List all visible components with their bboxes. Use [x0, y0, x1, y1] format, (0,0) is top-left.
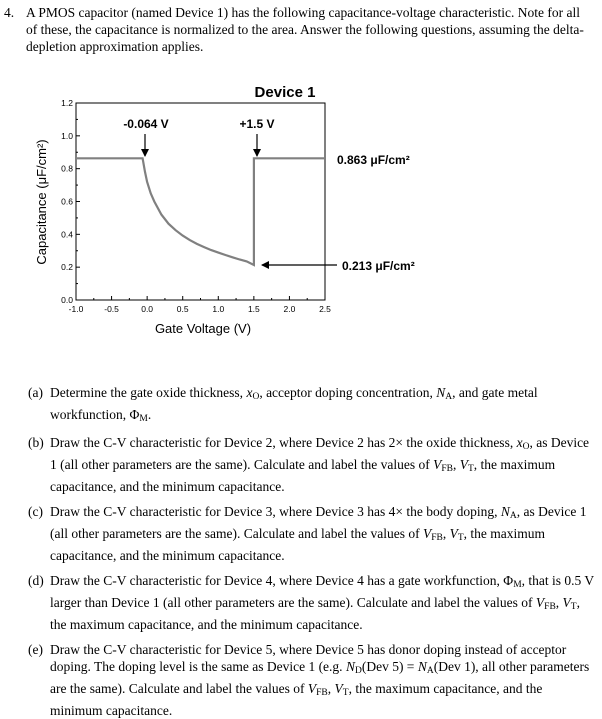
- y-tick-label: 1.0: [61, 130, 73, 141]
- annotation-threshold-voltage: +1.5 V: [239, 117, 275, 131]
- part-d: (d) Draw the C-V characteristic for Device 4, where Device 4 has a gate workfunction, $\Phi_M$, that is 0.5 V larger than Device 1 (all other parameters are the same). Calculate and label the values of $V_{FB}$, $V_T$, the maximum capacitance, and the minimum capacitance.: [28, 573, 594, 632]
- x-tick-label: 0.5: [176, 304, 189, 314]
- plot-frame: [76, 103, 325, 300]
- part-label: (b): [28, 435, 44, 450]
- problem-intro-text: A PMOS capacitor (named Device 1) has the following capacitance-voltage characteristic. Note for all of these, the capacitance is normalized to the area. Answer the following questions, assuming the delta-depletion approximation applies.: [26, 5, 584, 54]
- y-tick-label: 0.4: [61, 229, 73, 240]
- part-label: (d): [28, 573, 44, 588]
- x-tick-label: 1.0: [212, 304, 225, 314]
- y-axis-label: Capacitance (μF/cm²): [34, 139, 49, 265]
- cv-chart: [0, 0, 602, 345]
- annotation-min-capacitance: 0.213 μF/cm²: [342, 259, 415, 273]
- part-e: (e) Draw the C-V characteristic for Device 5, where Device 5 has donor doping instead of acceptor doping. The doping level is the same as Device 1 (e.g. $N_D(Dev$ $5) = N_A(Dev$ 1), all other parameters are the same). Calculate and label the values of $V_{FB}$, $V_T$, the maximum capacitance, and the minimum capacitance.: [28, 642, 590, 718]
- series-line: [76, 158, 325, 265]
- y-tick-label: 0.0: [61, 295, 73, 305]
- part-b: (b) Draw the C-V characteristic for Device 2, where Device 2 has 2× the oxide thickness, $x_O$, as Device 1 (all other parameters are the same). Calculate and label the values of $V_{FB}$, $V_T$, the maximum capacitance, and the minimum capacitance.: [28, 435, 590, 494]
- x-tick-label: 1.5: [247, 304, 260, 314]
- y-tick-label: 1.2: [61, 98, 73, 108]
- x-tick-label: -1.0: [68, 304, 84, 314]
- x-tick-label: 2.5: [319, 304, 331, 314]
- x-tick-label: 2.0: [283, 304, 296, 314]
- x-axis-label: Gate Voltage (V): [154, 321, 252, 336]
- part-a: (a) Determine the gate oxide thickness, $x_O$, acceptor doping concentration, $N_A$, and gate metal workfunction, $\Phi_M$.: [28, 385, 538, 424]
- x-tick-label: -0.5: [104, 304, 119, 314]
- part-label: (e): [28, 642, 43, 657]
- x-tick-label: 0.0: [141, 304, 154, 314]
- part-c: (c) Draw the C-V characteristic for Device 3, where Device 3 has 4× the body doping, $N_A$, as Device 1 (all other parameters are the same). Calculate and label the values of $V_{FB}$, $V_T$, the maximum capacitance, and the minimum capacitance.: [28, 504, 587, 563]
- annotation-max-capacitance: 0.863 μF/cm²: [337, 153, 410, 167]
- part-label: (a): [28, 385, 43, 400]
- problem-number: 4.: [4, 5, 15, 20]
- y-tick-label: 0.8: [61, 163, 73, 174]
- y-tick-label: 0.2: [61, 262, 73, 273]
- y-tick-label: 0.6: [61, 196, 73, 207]
- chart-title: Device 1: [254, 84, 316, 101]
- part-label: (c): [28, 504, 43, 519]
- annotation-flatband-voltage: -0.064 V: [123, 117, 169, 131]
